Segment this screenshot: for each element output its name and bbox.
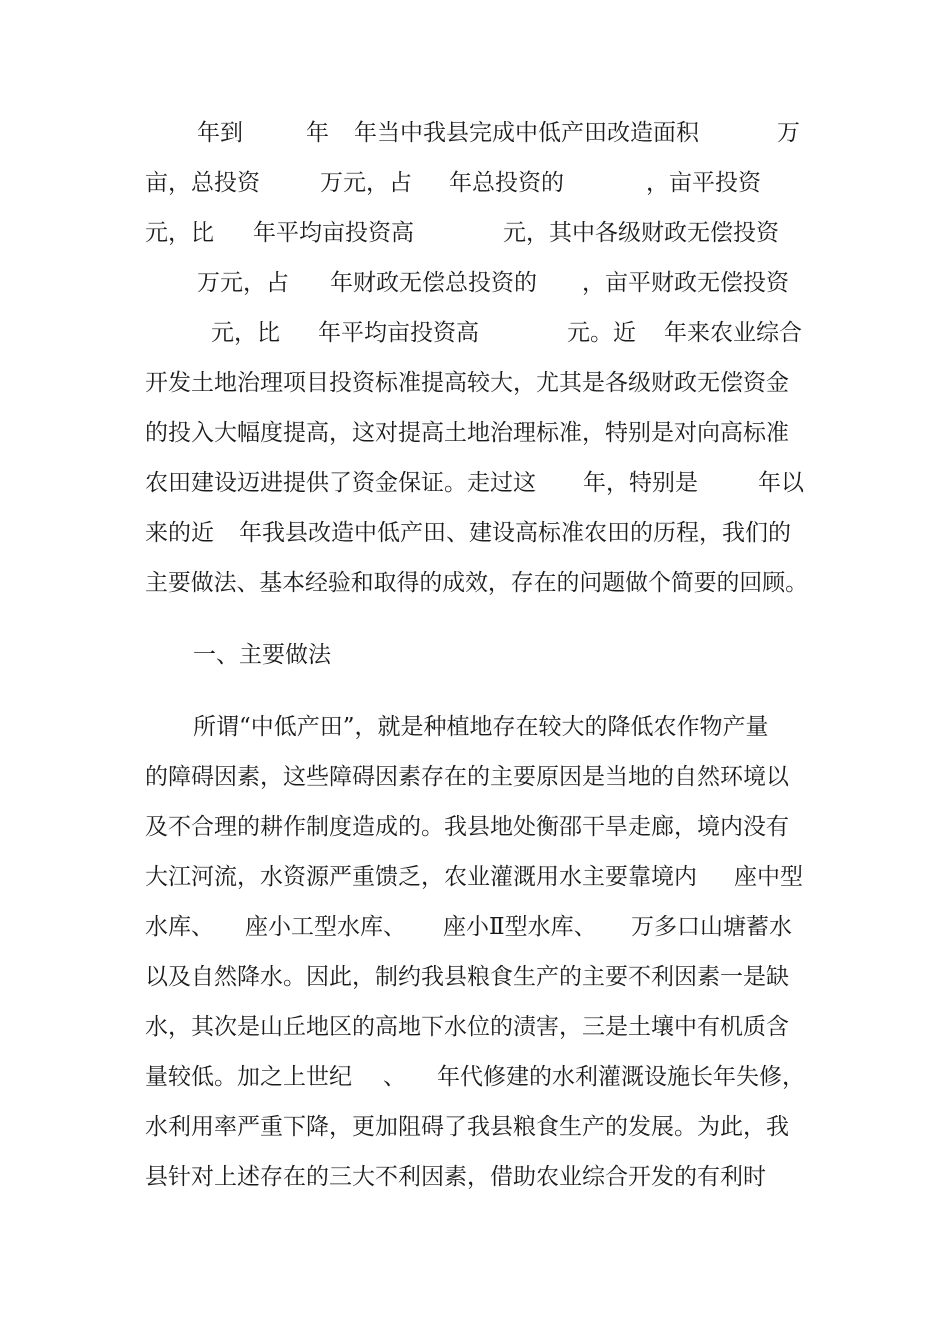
paragraph-2-line-5 — [0, 907, 950, 947]
text-run: 元。近 — [567, 320, 636, 346]
paragraph-1-line-7 — [0, 413, 950, 453]
paragraph-1-line-5 — [0, 313, 950, 353]
paragraph-1-line-8 — [0, 463, 950, 503]
text-run: 年代修建的水利灌溉设施长年失修， — [437, 1064, 805, 1090]
text-run: 元，比 — [145, 220, 214, 246]
text-run: 以及自然降水。因此，制约我县粮食生产的主要不利因素一是缺 — [145, 964, 789, 990]
text-run: 水利用率严重下降，更加阻碍了我县粮食生产的发展。为此，我 — [145, 1114, 789, 1140]
text-run: 大江河流，水资源严重馈乏，农业灌溉用水主要靠境内 — [145, 864, 697, 890]
section-heading — [0, 635, 950, 675]
paragraph-2-line-1 — [0, 707, 950, 747]
text-run: 元，其中各级财政无偿投资 — [503, 220, 779, 246]
paragraph-2-line-6 — [0, 957, 950, 997]
heading-text: 一、主要做法 — [193, 642, 331, 668]
text-run: 主要做法、基本经验和取得的成效，存在的问题做个简要的回顾。 — [145, 570, 808, 596]
paragraph-2-line-7 — [0, 1007, 950, 1047]
paragraph-1-line-4 — [0, 263, 950, 303]
text-run: 年来农业综合 — [664, 320, 802, 346]
paragraph-1-line-2 — [0, 163, 950, 203]
text-run: 、 — [383, 1064, 406, 1090]
paragraph-1-line-6 — [0, 363, 950, 403]
text-run: 县针对上述存在的三大不利因素，借助农业综合开发的有利时 — [145, 1164, 766, 1190]
text-run: 量较低。加之上世纪 — [145, 1064, 352, 1090]
paragraph-1-line-9 — [0, 513, 950, 553]
text-run: 年平均亩投资高 — [253, 220, 414, 246]
text-run: 座小Ⅱ型水库、 — [443, 914, 597, 940]
paragraph-1-line-10 — [1, 563, 945, 603]
text-run: 年当中我县完成中低产田改造面积 — [354, 120, 699, 146]
paragraph-2-line-8 — [0, 1057, 950, 1097]
text-run: 农田建设迈进提供了资金保证。走过这 — [145, 470, 536, 496]
text-run: ，亩平财政无偿投资 — [582, 270, 789, 296]
paragraph-2-line-9 — [0, 1107, 950, 1147]
text-run: 年财政无偿总投资的 — [330, 270, 537, 296]
text-run: 年总投资的 — [449, 170, 564, 196]
text-run: 的投入大幅度提高，这对提高土地治理标准，特别是对向高标准 — [145, 420, 789, 446]
paragraph-2-line-2 — [0, 757, 950, 797]
text-run: 年我县改造中低产田、建设高标准农田的历程，我们的 — [239, 520, 791, 546]
paragraph-1-line-3 — [0, 213, 950, 253]
text-run: 水，其次是山丘地区的高地下水位的渍害，三是土壤中有机质含 — [145, 1014, 789, 1040]
text-run: 及不合理的耕作制度造成的。我县地处衡邵干旱走廊，境内没有 — [145, 814, 789, 840]
paragraph-1-line-1 — [0, 113, 950, 153]
text-run: ，亩平投资 — [646, 170, 761, 196]
paragraph-2-line-3 — [0, 807, 950, 847]
text-run: 亩，总投资 — [145, 170, 260, 196]
paragraph-2-line-4 — [0, 857, 950, 897]
text-run: 的障碍因素，这些障碍因素存在的主要原因是当地的自然环境以 — [145, 764, 789, 790]
text-run: 万 — [777, 120, 800, 146]
text-run: 年 — [306, 120, 329, 146]
text-run: 万多口山塘蓄水 — [631, 914, 792, 940]
text-run: 所谓“中低产田”，就是种植地存在较大的降低农作物产量 — [193, 714, 769, 740]
text-run: 元，比 — [211, 320, 280, 346]
text-run: 年平均亩投资高 — [318, 320, 479, 346]
text-run: 年，特别是 — [583, 470, 698, 496]
text-run: 年到 — [197, 120, 243, 146]
text-run: 来的近 — [145, 520, 214, 546]
paragraph-2-line-10 — [0, 1157, 950, 1197]
text-run: 座中型 — [734, 864, 803, 890]
text-run: 万元，占 — [197, 270, 289, 296]
text-run: 万元，占 — [320, 170, 412, 196]
text-run: 座小工型水库、 — [245, 914, 406, 940]
text-run: 水库、 — [145, 914, 214, 940]
text-run: 年以 — [758, 470, 804, 496]
text-run: 开发土地治理项目投资标准提高较大，尤其是各级财政无偿资金 — [145, 370, 789, 396]
